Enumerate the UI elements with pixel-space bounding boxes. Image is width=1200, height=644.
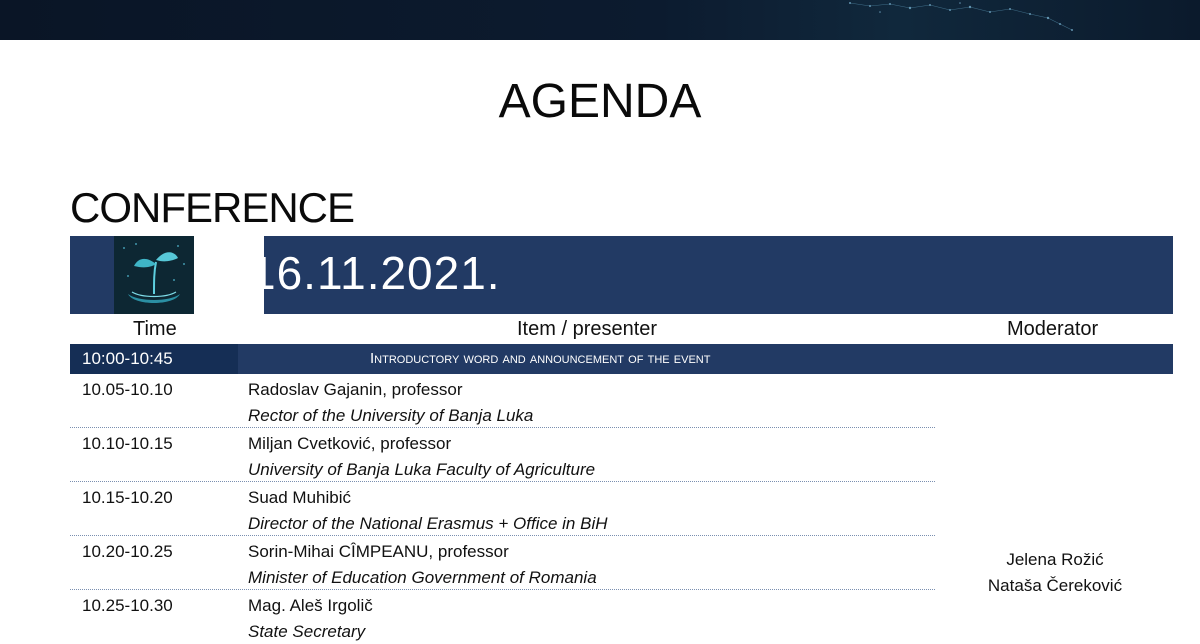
page-title: AGENDA <box>498 75 702 128</box>
presenter-name: Sorin-Mihai CÎMPEANU, professor <box>248 542 509 561</box>
agenda-row <box>70 482 935 536</box>
section-title: CONFERENCE <box>70 184 355 231</box>
presenter-name: Miljan Cvetković, professor <box>248 434 452 453</box>
intro-item: Introductory word and announcement of the event <box>370 350 711 367</box>
presenter-role: State Secretary <box>248 622 366 641</box>
date-band <box>70 236 1173 314</box>
presenter-name: Suad Muhibić <box>248 488 352 507</box>
presenter-name: Radoslav Gajanin, professor <box>248 380 463 399</box>
agenda-row <box>70 374 935 428</box>
logo-box <box>114 236 264 314</box>
agenda-row <box>70 428 935 482</box>
column-header-item: Item / presenter <box>517 318 658 340</box>
row-time: 10.15-10.20 <box>82 488 173 507</box>
row-time: 10.05-10.10 <box>82 380 173 399</box>
agenda-row <box>70 536 935 590</box>
column-header-time: Time <box>133 318 177 340</box>
row-time: 10.10-10.15 <box>82 434 173 453</box>
presenter-role: Director of the National Erasmus + Office in BiH <box>248 514 608 533</box>
column-header-moderator: Moderator <box>1007 318 1099 340</box>
intro-row <box>70 344 1173 374</box>
event-date: 16.11.2021. <box>250 247 501 299</box>
network-dots-decoration <box>810 0 1110 40</box>
moderator-name: Jelena Rožić <box>1006 550 1104 569</box>
presenter-role: Minister of Education Government of Romania <box>248 568 597 587</box>
top-banner <box>0 0 1200 40</box>
presenter-role: University of Banja Luka Faculty of Agriculture <box>248 460 596 479</box>
row-time: 10.25-10.30 <box>82 596 173 615</box>
agenda-row <box>70 590 935 644</box>
row-time: 10.20-10.25 <box>82 542 173 561</box>
moderator-name: Nataša Čereković <box>987 576 1123 595</box>
intro-time: 10:00-10:45 <box>70 344 238 374</box>
sprout-in-hands-icon <box>114 236 194 314</box>
presenter-role: Rector of the University of Banja Luka <box>248 406 534 425</box>
presenter-name: Mag. Aleš Irgolič <box>248 596 373 615</box>
